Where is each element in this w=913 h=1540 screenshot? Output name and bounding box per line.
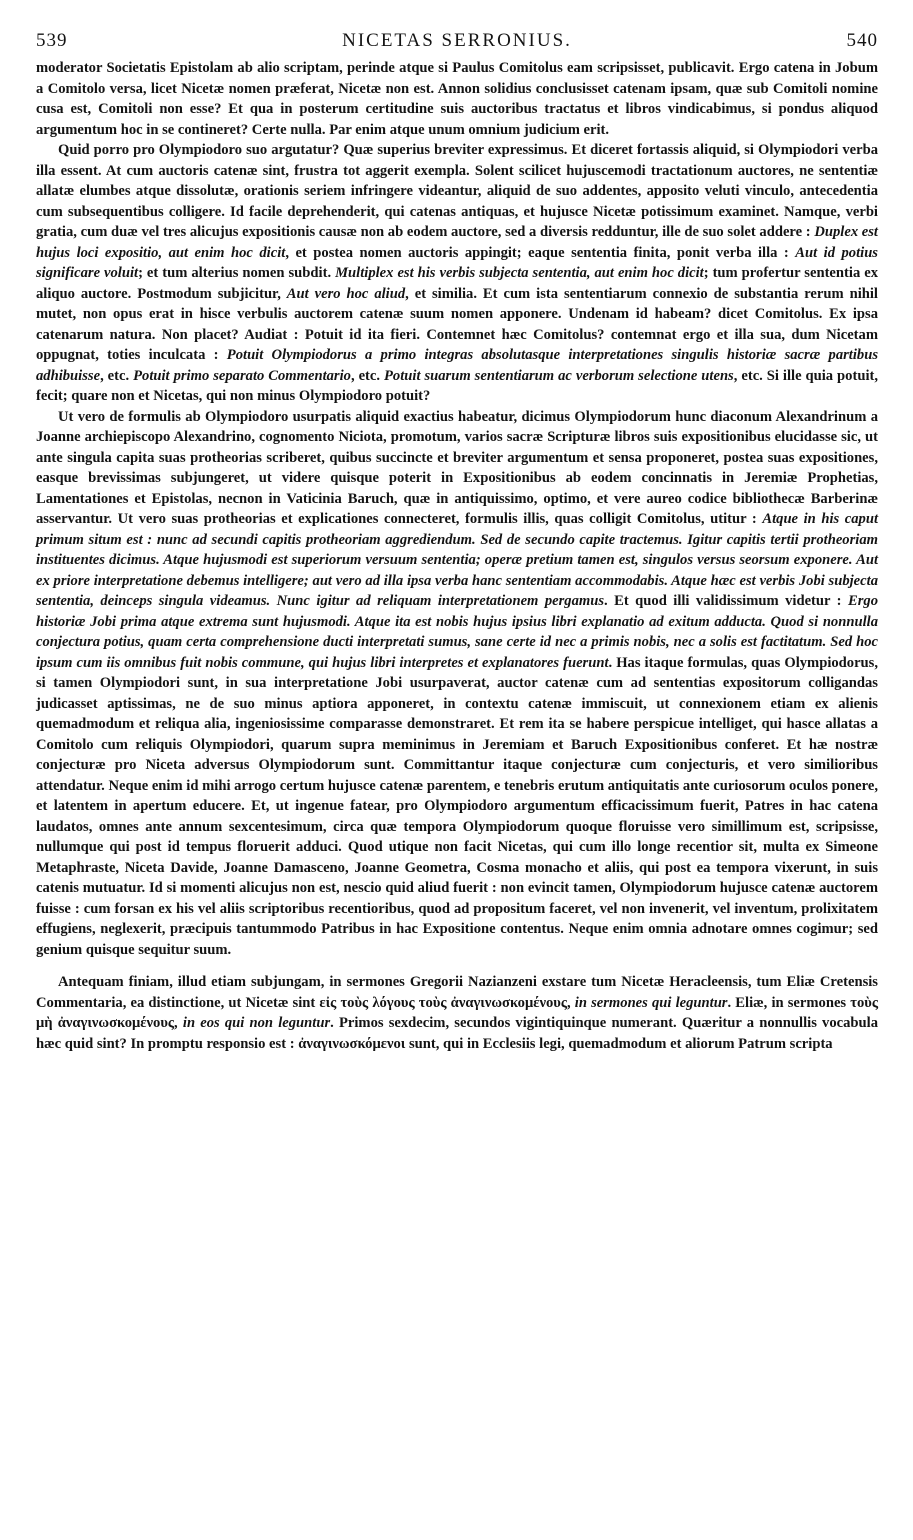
book-page [36, 30, 878, 1054]
text-run: , et postea nomen auctoris appingit; eaque sententia finita, ponit verba illa : [285, 244, 796, 261]
italic-quotation: in eos qui non leguntur [182, 1015, 331, 1031]
body-text [36, 58, 878, 1054]
italic-quotation: Multiplex est his verbis subjecta sententia, aut enim hoc dicit [335, 265, 704, 281]
italic-quotation: Potuit Olympiodorus a primo integras absolutasque interpretationes singulis historiæ sacræ partibus adhibuisse [36, 347, 878, 384]
paragraph-continued [36, 58, 878, 140]
page-number-left: 539 [36, 30, 68, 51]
text-run: , etc. Si ille quia potuit, fecit; quare non et Nicetas, qui non minus Olympiodoro potuit? [36, 367, 879, 404]
text-run: ; et tum alterius nomen subdit. [138, 265, 336, 281]
text-run: , etc. [350, 367, 385, 384]
italic-quotation: in sermones qui leguntur [574, 994, 728, 1011]
italic-quotation: Aut id potius significare voluit [36, 244, 878, 281]
paragraph-formulae [36, 407, 878, 961]
italic-quotation: Duplex est hujus loci expositio, aut enim hoc dicit [36, 224, 878, 261]
text-run: Quid porro pro Olympiodoro suo argutatur? Quæ superius breviter expressimus. Et diceret fortassis aliquid, si Olympiodori verba illa essent. At cum auctoris catenæ sint, frustra tot aggerit exempla. Solent scilicet hujuscemodi tractationum auctores, ne sententiæ allatæ elumbes atque dissolutæ, orationis seriem infringere videantur, aliquid de suo addentes, apposito veluti vinculo, antecedentia cum subsequentibus colligere. Id facile deprehenderit, qui catenas antiquas, et hujusce Nicetæ potissimum examinet. Namque, verbi gratia, cum duæ vel tres alicujus expositionis causæ non ab eodem auctore, sed a diversis redduntur, ille de suo solet addere : [36, 142, 878, 240]
italic-quotation: Potuit primo separato Commentario [133, 367, 351, 384]
text-run: Ut vero de formulis ab Olympiodoro usurpatis aliquid exactius habeatur, dicimus Olympiodorum hunc diaconum Alexandrinum a Joanne archiepiscopo Alexandrino, cognomento Niciota, promotum, varios sacræ Scripturæ libros suis expositionibus elucidasse sic, ut ante singula capita suas protheorias scriberet, quibus succincte et breviter argumentum et sensa proponeret, postea suas expositiones, easque brevissimas subjungeret, ut videre quisque poterit in Expositionibus ab eodem concinnatis in Jeremiæ Prophetias, Lamentationes et Epistolas, necnon in Vaticinia Baruch, quæ in antiquissimo, optimo, et vere aureo codice bibliothecæ Barberinæ asservantur. Ut vero suas protheorias et explicationes connecteret, formulis illis, quas colligit Comitolus, utitur : [36, 408, 878, 527]
running-title: NICETAS SERRONIUS. [342, 30, 572, 51]
paragraph-olympiodorus-argument [36, 140, 878, 407]
text-run: Antequam finiam, illud etiam subjungam, in sermones Gregorii Nazianzeni exstare tum Nicetæ Heracleensis, tum Eliæ Cretensis Commentaria, ea distinctione, ut Nicetæ sint εἰς τοὺς λόγους τοὺς ἀναγινωσκομένους, [36, 974, 878, 1011]
running-head [36, 30, 878, 56]
italic-quotation: Aut vero hoc aliud [286, 285, 406, 302]
text-run: . Has itaque formulas, quas Olympiodorus, si tamen Olympiodori sunt, in sua interpretatione Jobi usurpaverat, auctor catenæ cum ad sententias expositorum colligandas judicasset aptissimas, ne de suo minus aptiora apponeret, in contextu catenæ immiscuit, ut connexionem etiam ex alienis quemadmodum et reliqua alia, ingeniosissime comparasse demonstraret. Et rem ita se habere perspicue intelliget, qui hasce allatas a Comitolo cum reliquis Olympiodori, quarum supra meminimus in Jeremiam et Baruch Expositionibus conferet. Et hæ nostræ conjecturæ pro Niceta adversus Olympiodorum sunt. Committantur itaque conjecturæ cum conjecturis, et vero similioribus attendatur. Neque enim id mihi arrogo certum hujusce catenæ parentem, e tenebris erutum antiquitatis ante curiosorum oculos ponere, et latentem in apertum educere. Et, ut ingenue fatear, pro Olympiodoro argumentum efficacissimum fuerit, Patres in hac catena laudatos, omnes ante annum sexcentesimum, circa quæ tempora Olympiodorum quoque floruisse vero simillimum est, scripsisse, nullumque qui post id tempus floruerit adduci. Quod utique non facit Nicetas, qui cum illo longe recentior sit, multa ex Simeone Metaphraste, Niceta Davide, Joanne Damasceno, Joanne Geometra, Cosma monacho et aliis, qui post ea tempora vixerunt, in suis catenis mutuatur. Id si momenti alicujus non est, nescio quid aliud fuerit : non evincit tamen, Olympiodorum hujusce catenæ auctorem fuisse : cum forsan ex his vel aliis scriptoribus recentioribus, quod ad propositum faceret, vel non invenerit, vel inventum, prolixitatem effugiens, neglexerit, præcipuis tantummodo Patribus in hac Expositione contentus. Neque enim omnia adnotare omnes cogimur; sed genium quisque sequitur suum. [36, 654, 878, 958]
page-number-right: 540 [846, 30, 878, 51]
text-run: . Eliæ, in sermones τοὺς μὴ ἀναγινωσκομένους, [36, 994, 878, 1031]
italic-quotation: Potuit suarum sententiarum ac verborum selectione utens [384, 367, 734, 384]
italic-quotation: Ergo historiæ Jobi prima atque extrema sunt hujusmodi. Atque ita est nobis hujus ipsius libri explanatio ad exitum adducta. Quod si nonnulla conjectura potius, quam certa comprehensione ducti interpretati sumus, sane certe id nec a primis nobis, nec a solis est factitatum. Sed hoc ipsum cum iis omnibus fuit nobis commune, qui hujus libri interpretes et explanatores fuerunt [36, 593, 878, 671]
text-run: , et similia. Et cum ista sententiarum connexio de substantia rerum nihil mutet, non opus erat in hisce verbulis auctorem catenæ suum nomen apponere. Undenam id habeam? dicet Comitolus. Ex ipsa catenarum natura. Non placet? Audiat : Potuit id ita fieri. Contemnet hæc Comitolus? contemnat ergo et illa sua, dum Nicetam oppugnat, toties inculcata : [36, 285, 878, 363]
text-run: . Primos sexdecim, secundos vigintiquinque numerant. Quæritur a nonnullis vocabula hæc quid sint? In promptu responsio est : ἀναγινωσκόμενοι sunt, qui in Ecclesiis legi, quemadmodum et aliorum Patrum scripta [36, 1015, 878, 1052]
text-run: . Et quod illi validissimum videtur : [604, 593, 848, 609]
text-run: , etc. [100, 367, 134, 384]
paragraph-gregory-sermons [36, 972, 878, 1054]
text-run: moderator Societatis Epistolam ab alio scriptam, perinde atque si Paulus Comitolus eam scripsisset, publicavit. Ergo catena in Jobum a Comitolo versa, licet Nicetæ nomen præferat, Nicetæ non est. Annon solidius conclusisset catenam ipsam, quæ sub Comitoli nomine cusa est, Comitoli non esse? Et qua in posterum certitudine suis auctoribus tractatus et libros vindicabimus, si pondus aliquod argumentum hoc in se contineret? Certe nulla. Par enim atque unum omnium judicium erit. [36, 60, 878, 138]
italic-quotation: Atque in his caput primum situm est : nunc ad secundi capitis protheoriam aggrediendum. Sed de secundo capite tractemus. Igitur capitis tertii protheoriam instituentes dicimus. Atque hujusmodi est superiorum versuum sententia; operæ pretium tamen est, singulos versus seorsum exponere. Aut ex priore interpretatione debemus intelligere; aut vero ad illa ipsa verba hanc sententiam accommodabis. Atque hæc est verbis Jobi subjecta sententia, deinceps singula videamus. Nunc igitur ad reliquam interpretationem pergamus [36, 511, 878, 609]
text-run: ; tum profertur sententia ex aliquo auctore. Postmodum subjicitur, [36, 265, 878, 302]
